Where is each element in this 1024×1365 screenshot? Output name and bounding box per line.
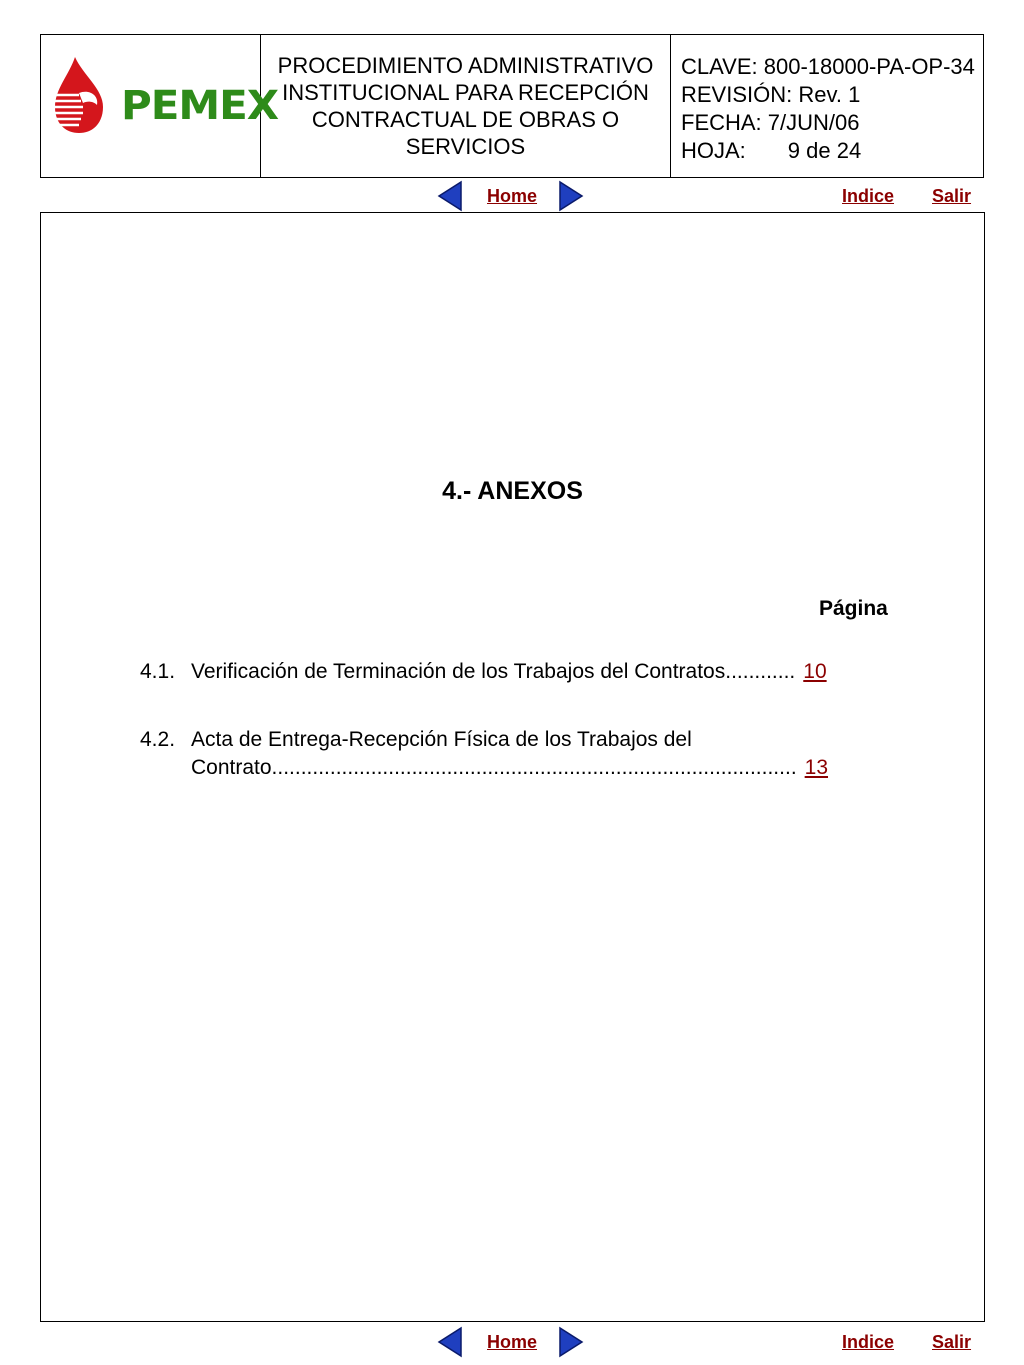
pagina-column-header: Página [819, 597, 888, 620]
home-link[interactable]: Home [487, 1332, 538, 1352]
bottom-navigation [0, 1326, 1024, 1358]
document-title: PROCEDIMIENTO ADMINISTRATIVO INSTITUCIONAL PARA RECEPCIÓN CONTRACTUAL DE OBRAS O SERVICIOS [261, 35, 671, 177]
next-page-arrow-icon[interactable] [558, 180, 584, 212]
home-link[interactable]: Home [487, 186, 538, 206]
section-title: 4.- ANEXOS [442, 477, 583, 505]
toc-entry-text: Verificación de Terminación de los Trabajos del Contratos............ [191, 660, 796, 683]
fecha-field: FECHA: 7/JUN/06 [681, 110, 860, 135]
document-header [40, 34, 984, 178]
toc-entry [140, 658, 827, 686]
next-page-arrow-icon[interactable] [558, 1326, 584, 1358]
pemex-logo-text: PEMEX [121, 83, 279, 129]
toc-entry [140, 726, 828, 782]
revision-field: REVISIÓN: Rev. 1 [681, 82, 861, 107]
salir-link[interactable]: Salir [932, 186, 972, 206]
indice-link[interactable]: Indice [842, 186, 895, 206]
indice-link[interactable]: Indice [842, 1332, 895, 1352]
top-navigation [0, 180, 1024, 212]
toc-entry-number: 4.2. [140, 728, 176, 751]
toc-page-link[interactable]: 10 [803, 660, 827, 683]
pemex-eagle-drop-logo [49, 55, 119, 135]
hoja-field [681, 137, 983, 165]
page-content [40, 212, 985, 1322]
logo-cell [41, 35, 279, 177]
salir-link[interactable]: Salir [932, 1332, 972, 1352]
previous-page-arrow-icon[interactable] [437, 180, 463, 212]
clave-field: CLAVE: 800-18000-PA-OP-34 [681, 54, 975, 79]
toc-entry-text-continued: Contrato.......................................................................................... [191, 756, 797, 779]
previous-page-arrow-icon[interactable] [437, 1326, 463, 1358]
toc-entry-number: 4.1. [140, 660, 176, 683]
hoja-label: HOJA: [681, 138, 746, 163]
document-metadata [671, 35, 983, 177]
hoja-value: 9 de 24 [787, 138, 862, 163]
toc-entry-text: Acta de Entrega-Recepción Física de los Trabajos del [191, 728, 692, 751]
toc-page-link[interactable]: 13 [804, 756, 829, 779]
